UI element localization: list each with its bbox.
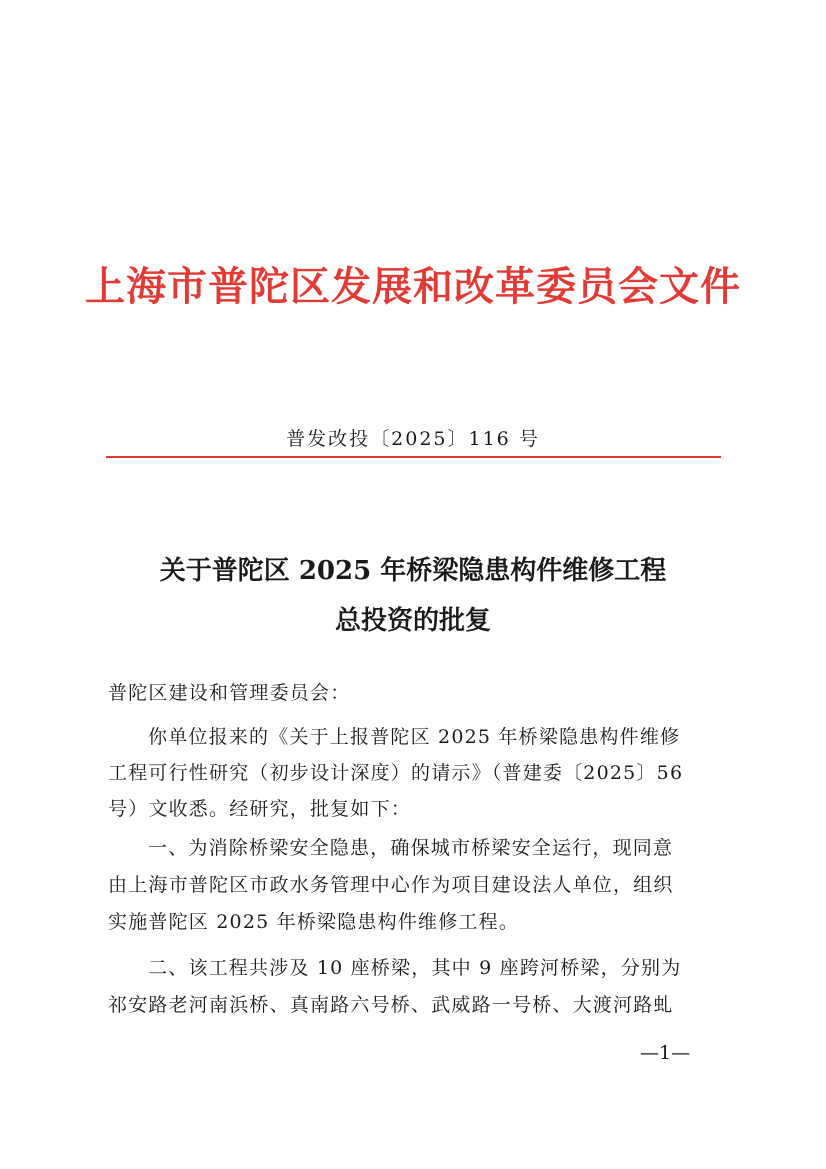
body-line: 一、为消除桥梁安全隐患，确保城市桥梁安全运行，现同意	[148, 837, 674, 859]
document-title-line-2: 总投资的批复	[334, 606, 491, 636]
document-title-line-1: 关于普陀区 2025 年桥梁隐患构件维修工程	[159, 556, 667, 586]
page-number: —1—	[640, 1042, 691, 1064]
body-line: 由上海市普陀区市政水务管理中心作为项目建设法人单位，组织	[108, 874, 674, 896]
body-line: 工程可行性研究（初步设计深度）的请示》（普建委〔2025〕56	[108, 762, 684, 784]
red-divider-line	[106, 456, 721, 458]
body-line: 号）文收悉。经研究，批复如下：	[108, 798, 412, 820]
body-line: 你单位报来的《关于上报普陀区 2025 年桥梁隐患构件维修	[148, 726, 681, 748]
document-number: 普发改投〔2025〕116 号	[286, 428, 540, 450]
body-line: 祁安路老河南浜桥、真南路六号桥、武威路一号桥、大渡河路虬	[108, 994, 674, 1016]
body-line: 实施普陀区 2025 年桥梁隐患构件维修工程。	[108, 911, 520, 933]
body-line: 二、该工程共涉及 10 座桥梁，其中 9 座跨河桥梁，分别为	[148, 957, 682, 979]
issuing-authority-header: 上海市普陀区发展和改革委员会文件	[85, 263, 741, 310]
addressee: 普陀区建设和管理委员会：	[108, 682, 351, 704]
